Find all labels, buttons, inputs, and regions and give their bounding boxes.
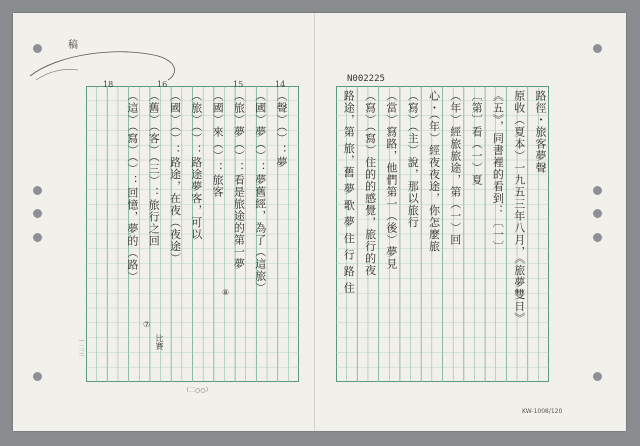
handwritten-column: 《五》，同書裡的看到：〔一〕	[491, 90, 505, 253]
handwritten-column: （聲）（）：夢	[275, 90, 288, 169]
handwritten-column: （當）寫路，他們第一（後）夢見	[384, 90, 398, 270]
handwritten-column: （年）經旅旅途，第（一）回	[448, 90, 462, 246]
corner-note: 稿	[68, 40, 78, 51]
binder-hole	[593, 233, 602, 242]
handwritten-column: （旅）夢（）：看是旅途的第一夢	[232, 90, 246, 270]
binder-hole	[593, 186, 602, 195]
page-number: 15	[233, 80, 244, 89]
handwritten-column: 原收（夏本）一九五三年八月，《旅夢雙日》	[512, 90, 526, 325]
binder-hole	[593, 372, 602, 381]
handwritten-column: （國）來（）：旅客	[211, 90, 225, 198]
pencil-stroke	[28, 44, 188, 104]
handwritten-column: 心・（年）經夜夜途，你怎麼旅	[427, 90, 441, 253]
margin-annotation: 比賽	[155, 334, 164, 350]
handwritten-column: 路徑・旅客夢聲	[534, 90, 547, 174]
binder-hole	[33, 186, 42, 195]
binder-hole	[593, 44, 602, 53]
handwritten-column: 路途，第 旅，舊 夢 歌 夢 住 行 路 住	[342, 90, 356, 294]
bottom-center-mark: （二○○）	[183, 387, 212, 394]
handwritten-column: （旅）（）：路途夢客，可以	[189, 90, 203, 241]
side-mark: 一二三	[77, 338, 84, 356]
footer-page-mark: KW-1008/120	[522, 408, 563, 415]
page-number: 16	[157, 80, 168, 89]
handwritten-column: 〔第〕看（一）夏	[470, 90, 484, 186]
handwritten-column: （寫）（寫）住的的感覺，旅行的夜	[363, 90, 377, 277]
binder-hole	[33, 233, 42, 242]
binder-hole	[33, 209, 42, 218]
page-number: 18	[103, 80, 114, 89]
margin-annotation: ⑦	[143, 320, 151, 329]
page-number: 14	[275, 80, 286, 89]
binder-hole	[593, 209, 602, 218]
handwritten-column: （國）（）：路途，在夜（夜途）	[168, 90, 182, 265]
handwritten-column: （這）（寫）（）：回憶，夢的（路）	[125, 90, 139, 283]
handwritten-column: （舊）（客）（三）：旅行之回	[147, 90, 161, 247]
page-fold	[314, 13, 315, 431]
margin-annotation: ⑧	[222, 288, 230, 297]
handwritten-column: （國）夢（）：夢舊經，為了（這旅）	[253, 90, 267, 294]
document-id-stamp: N002225	[347, 74, 385, 84]
handwritten-column: （寫）（主）說，那以旅行	[406, 90, 420, 229]
binder-hole	[33, 372, 42, 381]
